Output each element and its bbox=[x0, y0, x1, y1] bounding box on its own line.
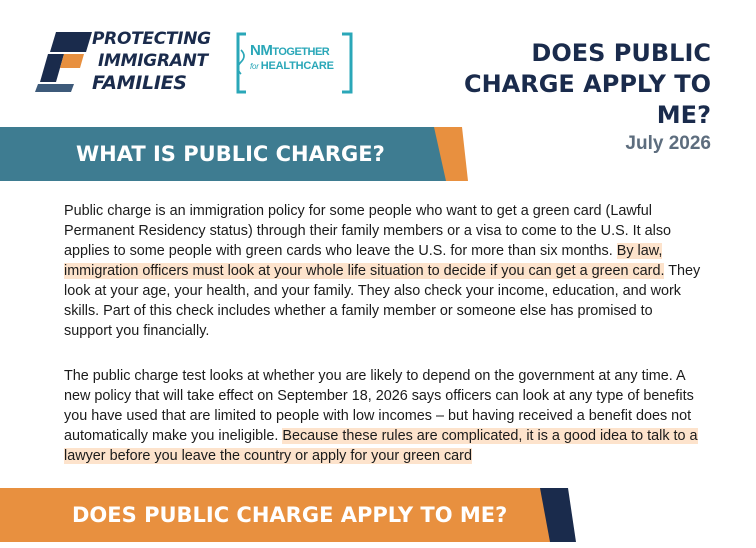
page-date: July 2026 bbox=[625, 133, 711, 154]
section-heading: WHAT IS PUBLIC CHARGE? bbox=[76, 142, 385, 166]
pif-logo-mark-icon bbox=[34, 30, 94, 92]
nm-logo-together: TOGETHER bbox=[272, 46, 330, 58]
pif-logo-line3: FAMILIES bbox=[92, 72, 187, 94]
highlighted-text: By law, immigration officers must look at your whole life situation to decide if you can get a green card. bbox=[64, 243, 665, 279]
highlighted-text: Because these rules are complicated, it is a good idea to talk to a lawyer before you leave the country or apply for your green card bbox=[64, 428, 698, 464]
nm-together-for-healthcare-logo bbox=[236, 32, 356, 98]
protecting-immigrant-families-logo bbox=[34, 28, 224, 96]
paragraph-text: Public charge is an immigration policy for some people who want to get a green card (Lawful Permanent Residency status) through their family members or a visa to come to the U.S. It also applies to some people with green cards who leave the U.S. for more than six months. bbox=[64, 203, 672, 259]
pif-logo-line1: PROTECTING bbox=[92, 29, 211, 49]
paragraph-public-charge-test bbox=[64, 366, 704, 466]
nm-logo-healthcare: HEALTHCARE bbox=[260, 60, 334, 72]
section-heading: DOES PUBLIC CHARGE APPLY TO ME? bbox=[72, 503, 508, 527]
nm-logo-bracket-right-icon bbox=[340, 32, 354, 94]
page-title: DOES PUBLIC CHARGE APPLY TO ME? bbox=[463, 39, 711, 129]
pif-logo-line2: IMMIGRANT bbox=[98, 51, 208, 71]
nm-logo-for: for bbox=[250, 62, 259, 71]
pif-logo-text bbox=[92, 28, 211, 94]
paragraph-text: The public charge test looks at whether you are likely to depend on the government at any time. A new policy that will take effect on September 18, 2026 says officers can look at any type of benefits you have used that are limited to people with low incomes – but having received a benefit does not automatically make you ineligible. bbox=[64, 368, 694, 444]
nm-logo-text bbox=[250, 44, 334, 74]
paragraph-what-is bbox=[64, 201, 704, 341]
nm-logo-prefix: NM bbox=[250, 42, 273, 59]
section-heading-band-does-apply bbox=[0, 488, 580, 542]
paragraph-text-continued: They look at your age, your health, and your family. They also check your income, education, and work skills. Part of this check includes whether a family member or someone else has promised to support you financially. bbox=[64, 263, 701, 339]
title-block bbox=[451, 38, 711, 156]
section-heading-band-what-is bbox=[0, 127, 470, 181]
